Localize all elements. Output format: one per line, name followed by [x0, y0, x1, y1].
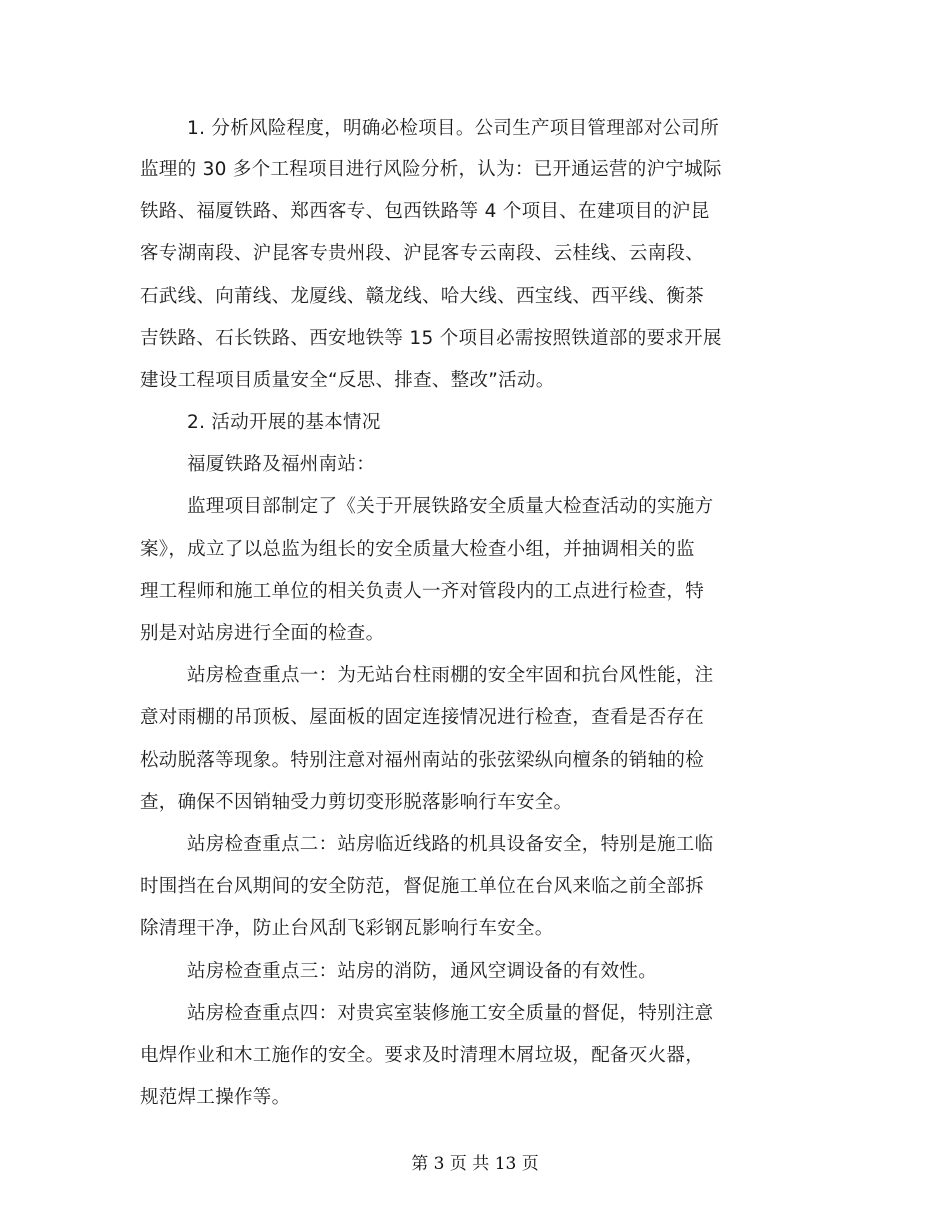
section-heading: 2. 活动开展的基本情况	[187, 412, 381, 433]
paragraph-line: 松动脱落等现象。特别注意对福州南站的张弦梁纵向檀条的销轴的检	[140, 750, 705, 771]
paragraph-line: 站房检查重点三：站房的消防，通风空调设备的有效性。	[187, 961, 658, 982]
paragraph-line: 客专湖南段、沪昆客专贵州段、沪昆客专云南段、云桂线、云南段、	[140, 243, 705, 264]
paragraph-line: 1. 分析风险程度，明确必检项目。公司生产项目管理部对公司所	[187, 118, 720, 139]
paragraph-line: 站房检查重点一：为无站台柱雨棚的安全牢固和抗台风性能，注	[187, 665, 714, 686]
paragraph-line: 铁路、福厦铁路、郑西客专、包西铁路等 4 个项目、在建项目的沪昆	[140, 201, 710, 222]
paragraph-line: 除清理干净，防止台风刮飞彩钢瓦影响行车安全。	[140, 918, 554, 939]
page-number-footer: 第 3 页 共 13 页	[411, 1154, 539, 1174]
paragraph-line: 理工程师和施工单位的相关负责人一齐对管段内的工点进行检查，特	[140, 581, 705, 602]
paragraph-line: 电焊作业和木工施作的安全。要求及时清理木屑垃圾，配备灭火器，	[140, 1045, 705, 1066]
paragraph-line: 站房检查重点二：站房临近线路的机具设备安全，特别是施工临	[187, 834, 714, 855]
paragraph-line: 别是对站房进行全面的检查。	[140, 623, 385, 644]
paragraph-line: 吉铁路、石长铁路、西安地铁等 15 个项目必需按照铁道部的要求开展	[140, 328, 722, 349]
paragraph-line: 意对雨棚的吊顶板、屋面板的固定连接情况进行检查，查看是否存在	[140, 707, 705, 728]
paragraph-line: 时围挡在台风期间的安全防范，督促施工单位在台风来临之前全部拆	[140, 876, 705, 897]
paragraph-line: 监理的 30 多个工程项目进行风险分析，认为：已开通运营的沪宁城际	[140, 159, 722, 180]
paragraph-line: 案》，成立了以总监为组长的安全质量大检查小组，并抽调相关的监	[140, 539, 695, 560]
paragraph-line: 查，确保不因销轴受力剪切变形脱落影响行车安全。	[140, 792, 573, 813]
paragraph-line: 规范焊工操作等。	[140, 1087, 291, 1108]
paragraph-line: 站房检查重点四：对贵宾室装修施工安全质量的督促，特别注意	[187, 1003, 714, 1024]
paragraph-line: 石武线、向莆线、龙厦线、赣龙线、哈大线、西宝线、西平线、衡茶	[140, 286, 705, 307]
paragraph-line: 监理项目部制定了《关于开展铁路安全质量大检查活动的实施方	[187, 496, 714, 517]
paragraph-line: 建设工程项目质量安全“反思、排查、整改”活动。	[140, 370, 555, 391]
subsection-heading: 福厦铁路及福州南站：	[187, 454, 376, 475]
